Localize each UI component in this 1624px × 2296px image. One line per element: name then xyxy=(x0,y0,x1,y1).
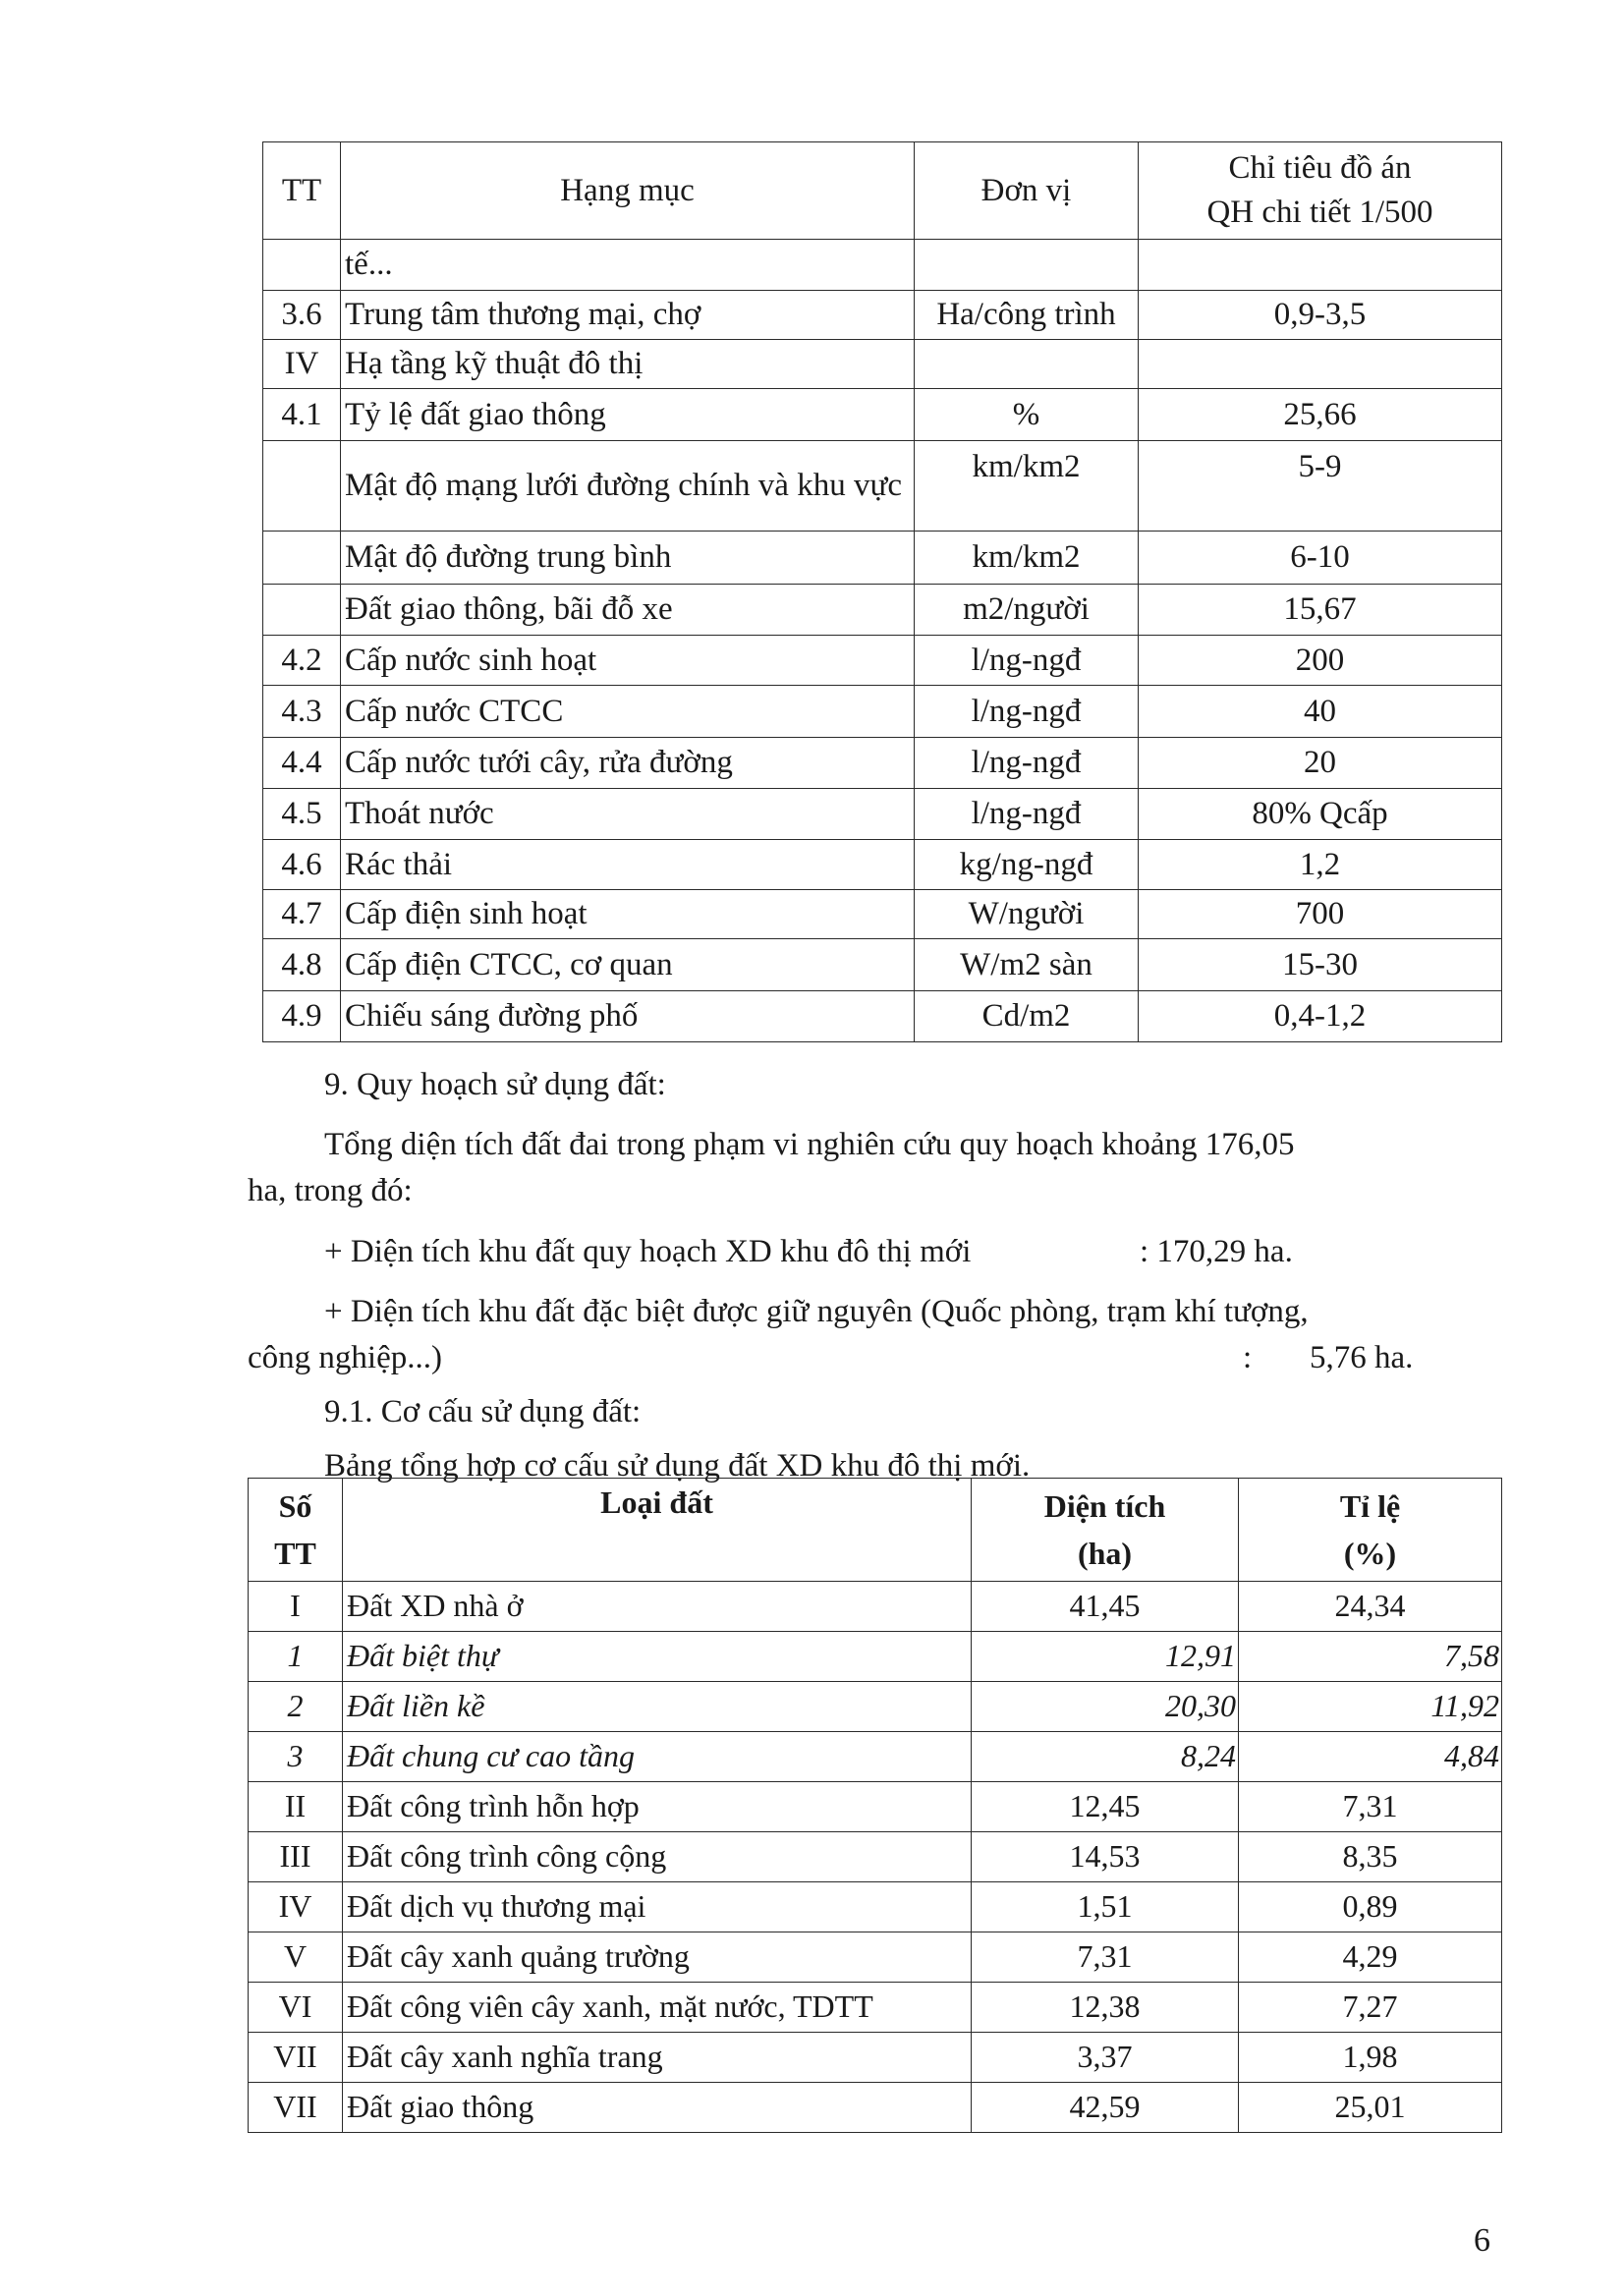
table-row xyxy=(263,840,1502,890)
row-ratio: 1,98 xyxy=(1239,2033,1502,2083)
row-value: 1,2 xyxy=(1139,840,1502,890)
table-row xyxy=(249,1983,1502,2033)
table-row xyxy=(263,686,1502,738)
row-unit: km/km2 xyxy=(915,441,1139,532)
table-row xyxy=(249,1832,1502,1882)
row-area: 20,30 xyxy=(972,1682,1239,1732)
row-tt: 2 xyxy=(249,1682,343,1732)
row-value: 15-30 xyxy=(1139,939,1502,991)
row-value: 15,67 xyxy=(1139,585,1502,636)
row-tt: 4.7 xyxy=(263,890,341,939)
row-ratio: 11,92 xyxy=(1239,1682,1502,1732)
area-item1-label: + Diện tích khu đất quy hoạch XD khu đô thị mới xyxy=(324,1234,972,1269)
total-area-line2: ha, trong đó: xyxy=(248,1173,413,1208)
table-row xyxy=(263,291,1502,340)
row-item: Hạ tầng kỹ thuật đô thị xyxy=(341,340,915,389)
row-type: Đất dịch vụ thương mại xyxy=(343,1882,972,1932)
row-tt: 4.4 xyxy=(263,738,341,789)
row-unit: W/người xyxy=(915,890,1139,939)
table-header-row xyxy=(263,142,1502,240)
page-number: 6 xyxy=(1474,2222,1490,2259)
row-tt: VI xyxy=(249,1983,343,2033)
table-header-row xyxy=(249,1479,1502,1582)
header-tt: TT xyxy=(263,142,341,240)
table-row-sub xyxy=(249,1732,1502,1782)
row-unit xyxy=(915,240,1139,291)
row-type: Đất biệt thự xyxy=(343,1632,972,1682)
row-type: Đất cây xanh quảng trường xyxy=(343,1932,972,1983)
row-tt: II xyxy=(249,1782,343,1832)
row-ratio: 4,84 xyxy=(1239,1732,1502,1782)
row-unit: l/ng-ngđ xyxy=(915,636,1139,686)
area-item2-line2: công nghiệp...) xyxy=(248,1340,442,1375)
row-unit xyxy=(915,340,1139,389)
row-tt: 4.9 xyxy=(263,991,341,1042)
header-area xyxy=(972,1479,1239,1582)
header-tt xyxy=(249,1479,343,1582)
row-unit: m2/người xyxy=(915,585,1139,636)
row-ratio: 7,27 xyxy=(1239,1983,1502,2033)
row-tt: 3.6 xyxy=(263,291,341,340)
row-item: Cấp nước tưới cây, rửa đường xyxy=(341,738,915,789)
row-ratio: 0,89 xyxy=(1239,1882,1502,1932)
row-tt xyxy=(263,441,341,532)
row-item: Mật độ mạng lưới đường chính và khu vực xyxy=(341,441,915,532)
row-tt: VII xyxy=(249,2083,343,2133)
row-area: 1,51 xyxy=(972,1882,1239,1932)
total-area-line1: Tổng diện tích đất đai trong phạm vi nghiên cứu quy hoạch khoảng 176,05 xyxy=(324,1127,1295,1162)
row-tt: 4.5 xyxy=(263,789,341,840)
row-unit: kg/ng-ngđ xyxy=(915,840,1139,890)
row-type: Đất công trình công cộng xyxy=(343,1832,972,1882)
row-unit: Ha/công trình xyxy=(915,291,1139,340)
header-unit: Đơn vị xyxy=(915,142,1139,240)
landuse-table xyxy=(248,1478,1502,2133)
header-ratio xyxy=(1239,1479,1502,1582)
row-ratio: 7,58 xyxy=(1239,1632,1502,1682)
row-area: 12,38 xyxy=(972,1983,1239,2033)
row-area: 12,45 xyxy=(972,1782,1239,1832)
table-row xyxy=(249,1932,1502,1983)
row-tt: 4.6 xyxy=(263,840,341,890)
row-tt: 4.8 xyxy=(263,939,341,991)
row-value: 40 xyxy=(1139,686,1502,738)
row-ratio: 7,31 xyxy=(1239,1782,1502,1832)
row-item: Tỷ lệ đất giao thông xyxy=(341,389,915,441)
row-value: 200 xyxy=(1139,636,1502,686)
header-area-line2: (ha) xyxy=(1077,1536,1133,1571)
row-ratio: 25,01 xyxy=(1239,2083,1502,2133)
table-row xyxy=(263,890,1502,939)
row-tt: 4.2 xyxy=(263,636,341,686)
row-item: Cấp nước CTCC xyxy=(341,686,915,738)
row-type: Đất chung cư cao tầng xyxy=(343,1732,972,1782)
row-value: 5-9 xyxy=(1139,441,1502,532)
row-item: Rác thải xyxy=(341,840,915,890)
row-area: 3,37 xyxy=(972,2033,1239,2083)
header-area-line1: Diện tích xyxy=(1043,1488,1166,1524)
table-row xyxy=(263,939,1502,991)
area-item2-colon: : xyxy=(1243,1340,1253,1375)
table-row-sub xyxy=(249,1682,1502,1732)
row-type: Đất cây xanh nghĩa trang xyxy=(343,2033,972,2083)
row-item: Mật độ đường trung bình xyxy=(341,532,915,585)
row-tt xyxy=(263,532,341,585)
area-item1-value: : 170,29 ha. xyxy=(1140,1234,1293,1269)
table-row xyxy=(263,532,1502,585)
row-unit: l/ng-ngđ xyxy=(915,789,1139,840)
row-type: Đất liền kề xyxy=(343,1682,972,1732)
row-value: 20 xyxy=(1139,738,1502,789)
row-unit: km/km2 xyxy=(915,532,1139,585)
section-heading: 9. Quy hoạch sử dụng đất: xyxy=(324,1067,666,1102)
header-value-line1: Chỉ tiêu đồ án xyxy=(1228,150,1412,187)
row-value xyxy=(1139,340,1502,389)
row-area: 12,91 xyxy=(972,1632,1239,1682)
row-tt: IV xyxy=(263,340,341,389)
row-tt: 4.3 xyxy=(263,686,341,738)
header-ratio-line2: (%) xyxy=(1343,1536,1397,1571)
row-ratio: 8,35 xyxy=(1239,1832,1502,1882)
row-type: Đất XD nhà ở xyxy=(343,1582,972,1632)
area-item2-value: 5,76 ha. xyxy=(1310,1340,1414,1375)
table-row xyxy=(263,389,1502,441)
table-row xyxy=(263,340,1502,389)
table-row xyxy=(249,1782,1502,1832)
table-row xyxy=(263,789,1502,840)
table-row xyxy=(263,991,1502,1042)
header-value-line2: QH chi tiết 1/500 xyxy=(1206,195,1433,230)
header-ratio-line1: Tỉ lệ xyxy=(1339,1488,1401,1524)
row-value xyxy=(1139,240,1502,291)
table-row xyxy=(249,2033,1502,2083)
row-unit: l/ng-ngđ xyxy=(915,738,1139,789)
row-ratio: 24,34 xyxy=(1239,1582,1502,1632)
row-unit: Cd/m2 xyxy=(915,991,1139,1042)
row-area: 7,31 xyxy=(972,1932,1239,1983)
row-item: Trung tâm thương mại, chợ xyxy=(341,291,915,340)
row-value: 700 xyxy=(1139,890,1502,939)
row-item: Cấp điện CTCC, cơ quan xyxy=(341,939,915,991)
row-item: tế... xyxy=(341,240,915,291)
row-tt xyxy=(263,585,341,636)
table-row xyxy=(249,2083,1502,2133)
row-unit: l/ng-ngđ xyxy=(915,686,1139,738)
row-area: 41,45 xyxy=(972,1582,1239,1632)
table-row xyxy=(249,1582,1502,1632)
table-row xyxy=(263,738,1502,789)
row-tt: 4.1 xyxy=(263,389,341,441)
row-value: 25,66 xyxy=(1139,389,1502,441)
table-caption: Bảng tổng hợp cơ cấu sử dụng đất XD khu đô thị mới. xyxy=(324,1448,1031,1484)
table-row xyxy=(263,585,1502,636)
header-type: Loại đất xyxy=(343,1479,972,1582)
row-tt xyxy=(263,240,341,291)
row-area: 8,24 xyxy=(972,1732,1239,1782)
header-item: Hạng mục xyxy=(341,142,915,240)
row-item: Cấp nước sinh hoạt xyxy=(341,636,915,686)
row-tt: 1 xyxy=(249,1632,343,1682)
row-type: Đất công trình hỗn hợp xyxy=(343,1782,972,1832)
row-item: Thoát nước xyxy=(341,789,915,840)
row-tt: I xyxy=(249,1582,343,1632)
table-row xyxy=(263,240,1502,291)
row-area: 42,59 xyxy=(972,2083,1239,2133)
row-tt: IV xyxy=(249,1882,343,1932)
row-area: 14,53 xyxy=(972,1832,1239,1882)
row-tt: 3 xyxy=(249,1732,343,1782)
row-tt: III xyxy=(249,1832,343,1882)
row-type: Đất công viên cây xanh, mặt nước, TDTT xyxy=(343,1983,972,2033)
indicators-table xyxy=(262,141,1502,1042)
row-value: 80% Qcấp xyxy=(1139,789,1502,840)
table-row xyxy=(263,441,1502,532)
header-value xyxy=(1139,142,1502,240)
row-tt: VII xyxy=(249,2033,343,2083)
row-unit: % xyxy=(915,389,1139,441)
row-unit: W/m2 sàn xyxy=(915,939,1139,991)
row-value: 0,4-1,2 xyxy=(1139,991,1502,1042)
row-ratio: 4,29 xyxy=(1239,1932,1502,1983)
row-tt: V xyxy=(249,1932,343,1983)
row-value: 6-10 xyxy=(1139,532,1502,585)
area-item2-line1: + Diện tích khu đất đặc biệt được giữ nguyên (Quốc phòng, trạm khí tượng, xyxy=(324,1294,1309,1329)
row-item: Chiếu sáng đường phố xyxy=(341,991,915,1042)
row-item: Đất giao thông, bãi đỗ xe xyxy=(341,585,915,636)
row-type: Đất giao thông xyxy=(343,2083,972,2133)
row-item: Cấp điện sinh hoạt xyxy=(341,890,915,939)
table-row-sub xyxy=(249,1632,1502,1682)
table-row xyxy=(263,636,1502,686)
header-tt-line1: Số xyxy=(278,1488,312,1524)
table-row xyxy=(249,1882,1502,1932)
row-value: 0,9-3,5 xyxy=(1139,291,1502,340)
subsection-heading: 9.1. Cơ cấu sử dụng đất: xyxy=(324,1394,642,1429)
header-tt-line2: TT xyxy=(274,1536,316,1571)
